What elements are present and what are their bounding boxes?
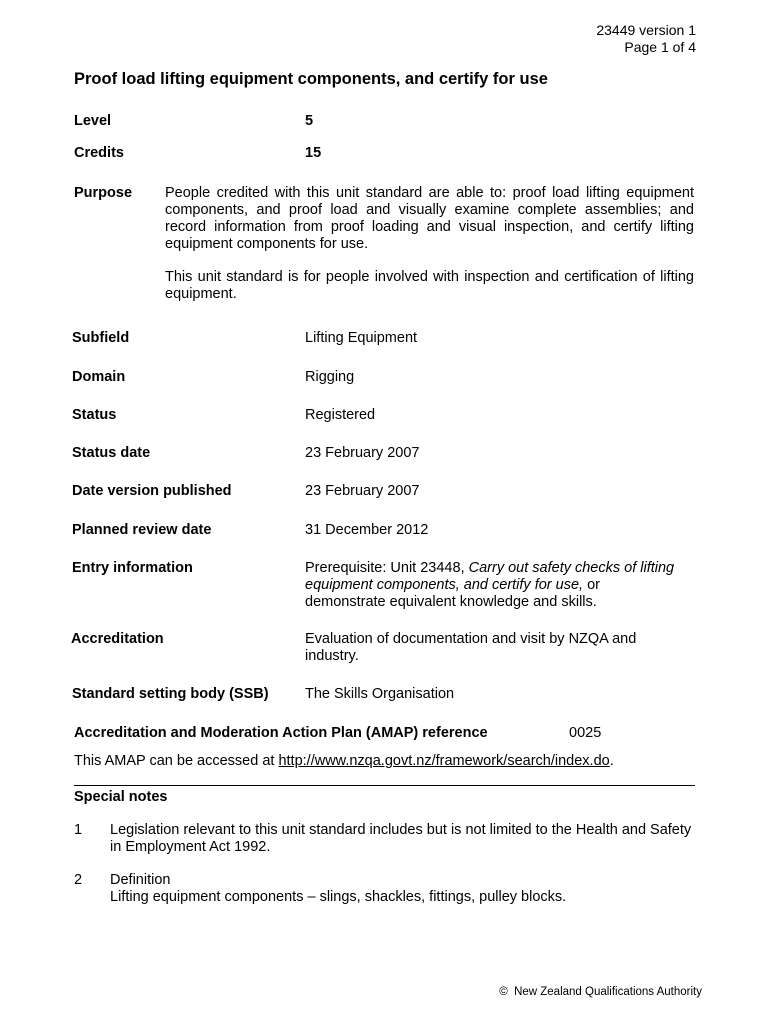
amap-access-suffix: . [609, 753, 614, 769]
entry-prefix: Prerequisite: Unit 23448, [305, 560, 469, 576]
amap-access-line [74, 753, 614, 769]
status-date-label: Status date [72, 445, 151, 461]
footer [499, 986, 702, 998]
subfield-label: Subfield [72, 330, 130, 346]
page-number: Page 1 of 4 [624, 39, 696, 55]
accreditation-label: Accreditation [71, 631, 164, 647]
note-number-1: 1 [74, 822, 83, 838]
page-title: Proof load lifting equipment components, and certify for use [74, 70, 548, 88]
domain-label: Domain [72, 369, 126, 385]
entry-suffix: or demonstrate equivalent knowledge and skills. [305, 577, 600, 610]
entry-prerequisite-title: Carry out safety checks of lifting equipment components, and certify for use, [305, 560, 675, 593]
purpose-paragraph-2: This unit standard is for people involved with inspection and certification of lifting equipment. [165, 269, 694, 302]
entry-information-value [305, 560, 675, 611]
purpose-paragraph-1: People credited with this unit standard are able to: proof load lifting equipment components, and proof load and visually examine complete assemblies; and record information from proof loading and visual inspection, and certify lifting equipment components for use. [165, 185, 694, 252]
credits-label: Credits [74, 145, 124, 161]
review-date-value: 31 December 2012 [305, 522, 429, 538]
amap-url-link[interactable]: http://www.nzqa.govt.nz/framework/search/index.do [278, 753, 610, 769]
amap-access-prefix: This AMAP can be accessed at [74, 753, 279, 769]
section-divider [74, 785, 695, 786]
amap-label: Accreditation and Moderation Action Plan (AMAP) reference [74, 725, 488, 741]
amap-value: 0025 [569, 725, 602, 741]
document-version: 23449 version 1 [596, 22, 696, 38]
level-label: Level [74, 113, 112, 129]
credits-value: 15 [305, 145, 322, 161]
status-label: Status [72, 407, 117, 423]
date-published-value: 23 February 2007 [305, 483, 420, 499]
level-value: 5 [305, 113, 314, 129]
footer-text: New Zealand Qualifications Authority [514, 986, 702, 998]
purpose-label: Purpose [74, 185, 133, 201]
note-2-text: Lifting equipment components – slings, shackles, fittings, pulley blocks. [110, 889, 567, 905]
status-date-value: 23 February 2007 [305, 445, 420, 461]
review-date-label: Planned review date [72, 522, 212, 538]
status-value: Registered [305, 407, 376, 423]
ssb-value: The Skills Organisation [305, 686, 455, 702]
domain-value: Rigging [305, 369, 355, 385]
note-number-2: 2 [74, 872, 83, 888]
accreditation-value: Evaluation of documentation and visit by NZQA and industry. [305, 631, 637, 664]
entry-information-label: Entry information [72, 560, 193, 576]
date-published-label: Date version published [72, 483, 232, 499]
subfield-value: Lifting Equipment [305, 330, 418, 346]
note-2-heading: Definition [110, 872, 171, 888]
note-text-1: Legislation relevant to this unit standard includes but is not limited to the Health and Safety in Employment Act 1992. [110, 822, 692, 855]
copyright-icon: © [499, 986, 508, 998]
ssb-label: Standard setting body (SSB) [72, 686, 269, 702]
special-notes-heading: Special notes [74, 789, 168, 805]
